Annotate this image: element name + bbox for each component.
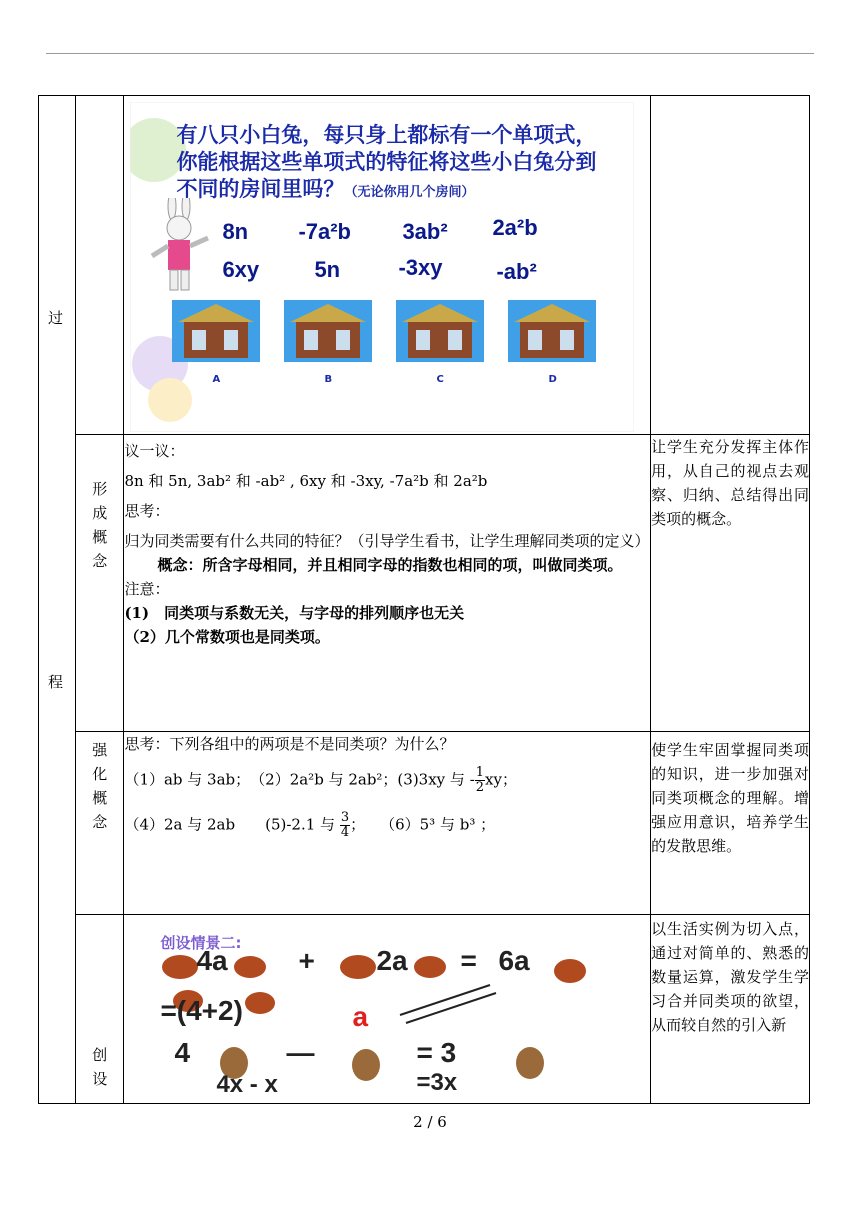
fraction-one-half: $\frac{1}{2}$ <box>475 765 485 795</box>
monomial-1: 8n <box>222 219 249 244</box>
house-b-icon <box>284 300 372 362</box>
house-d-label: D <box>548 374 557 385</box>
process-column <box>39 96 76 1104</box>
row2-content <box>124 435 651 732</box>
monomial-4: 2a²b <box>492 215 538 240</box>
row3-label-cell <box>76 732 124 915</box>
eq1-plus: + <box>298 945 315 976</box>
row3-line2: （1）ab 与 3ab； （2）2a²b 与 2ab²；(3)3xy 与 - $\frac{1}{2}$ xy； <box>124 765 517 795</box>
house-a-icon <box>172 300 260 362</box>
row4-content <box>124 915 651 1104</box>
row2-note-heading: 注意： <box>124 580 170 598</box>
page-number: 2 / 6 <box>413 1113 447 1131</box>
row4-label-cell <box>76 915 124 1104</box>
row3-line3: （4）2a 与 2ab (5)-2.1 与 $\frac{3}{4}$ ； （6）5³ 与 b³ ； <box>124 810 496 840</box>
slide2-title: 创设情景二: <box>160 934 242 952</box>
row2-line4: 归为同类需要有什么共同的特征？（引导学生看书，让学生理解同类项的定义） <box>124 532 650 550</box>
row4-label: 创设 <box>92 1046 108 1088</box>
row2-label: 形成概念 <box>92 480 108 570</box>
row2-line2: 8n 和 5n, 3ab² 和 -ab² , 6xy 和 -3xy, -7a²b 和 2a²b <box>124 472 488 490</box>
monomial-3: 3ab² <box>402 219 448 244</box>
house-a-label: A <box>212 374 221 385</box>
eq3-four: 4 <box>174 1037 191 1068</box>
row2-line3: 思考： <box>124 502 170 520</box>
row2-label-cell <box>76 435 124 732</box>
eq1-term-4a: 4a <box>196 945 228 976</box>
house-d-icon <box>508 300 596 362</box>
row3-label: 强化概念 <box>92 741 108 831</box>
row1-note <box>651 96 810 435</box>
monomial-7: -3xy <box>398 255 443 280</box>
row4-note: 以生活实例为切入点，通过对简单的、熟悉的数量运算，激发学生学习合并同类项的欲望，从而较自然的引入新 <box>651 915 810 1104</box>
row3-content <box>124 732 651 915</box>
eq1-term-2a: 2a <box>376 945 408 976</box>
row2-note-2: （2）几个常数项也是同类项。 <box>124 628 330 646</box>
eq4-right: =3x <box>416 1069 458 1096</box>
row2-line1: 议一议： <box>124 442 185 460</box>
monomial-6: 5n <box>314 257 341 282</box>
rabbit-slide <box>130 102 634 432</box>
row1-content <box>124 96 651 435</box>
lesson-table <box>38 95 810 1104</box>
eq4-left: 4x - x <box>216 1071 278 1098</box>
row3-line1: 思考：下列各组中的两项是不是同类项？为什么？ <box>124 735 455 753</box>
header-rule <box>46 53 814 54</box>
house-c-label: C <box>436 374 444 385</box>
house-c-icon <box>396 300 484 362</box>
eq3-minus: — <box>286 1037 315 1068</box>
rabbit-figure-icon <box>148 198 214 298</box>
slide-question-note: （无论你用几个房间） <box>344 185 475 200</box>
side-char-guo: 过 <box>48 309 64 327</box>
monomial-8: -ab² <box>496 259 537 284</box>
eq1-result: 6a <box>498 945 530 976</box>
side-char-cheng: 程 <box>48 673 64 691</box>
row1-label <box>76 96 124 435</box>
chicken-rabbit-slide <box>130 923 634 1103</box>
row2-note-1: (1) 同类项与系数无关，与字母的排列顺序也无关 <box>124 604 465 622</box>
monomial-2: -7a²b <box>298 219 351 244</box>
house-b-label: B <box>324 374 333 385</box>
row3-note: 使学生牢固掌握同类项的知识，进一步加强对同类项概念的理解。增强应用意识，培养学生的发散思维。 <box>651 732 810 915</box>
eq2-variable: a <box>352 1001 369 1032</box>
eq3-result: = 3 <box>416 1037 457 1068</box>
fraction-three-quarters: $\frac{3}{4}$ <box>340 810 350 840</box>
eq1-equals: = <box>460 945 477 976</box>
slide-question: 有八只小白兔，每只身上都标有一个单项式，你能根据这些单项式的特征将这些小白兔分到不同的房间里吗？（无论你用几个房间） <box>176 123 597 201</box>
row2-note: 让学生充分发挥主体作用，从自己的视点去观察、归纳、总结得出同类项的概念。 <box>651 435 810 732</box>
eq2-factor: =(4+2) <box>160 995 243 1026</box>
monomial-5: 6xy <box>222 257 260 282</box>
row2-concept: 概念：所含字母相同，并且相同字母的指数也相同的项，叫做同类项。 <box>157 556 623 574</box>
